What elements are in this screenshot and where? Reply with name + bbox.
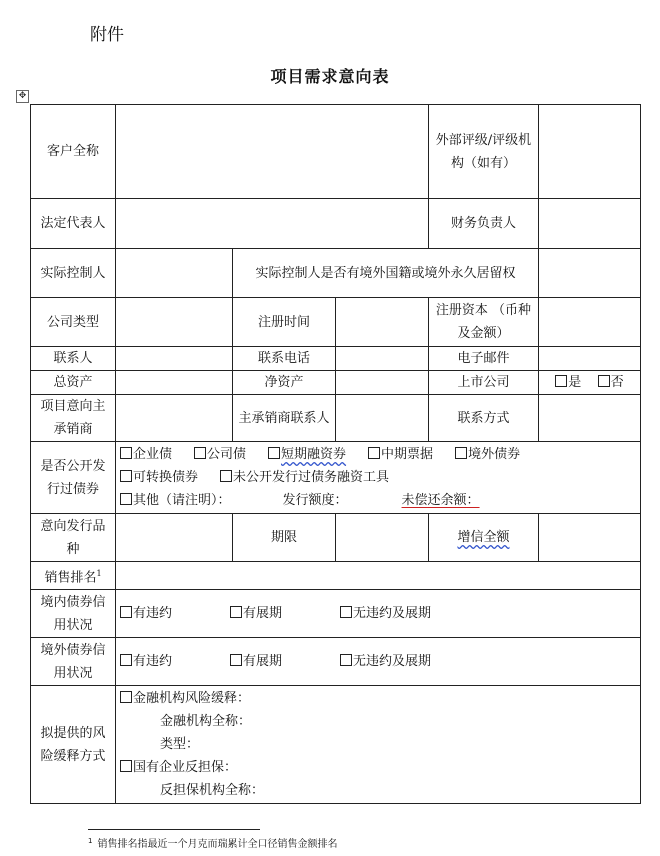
checkbox-private-instrument[interactable] xyxy=(220,470,232,482)
checkbox-domestic-default[interactable] xyxy=(120,606,132,618)
label-credit-enhancement xyxy=(429,514,539,562)
fin-inst-type-label: 类型： xyxy=(160,737,200,753)
checkbox-soe-guarantee[interactable] xyxy=(120,760,132,772)
counter-guarantor-label: 反担保机构全称： xyxy=(160,783,265,799)
field-actual-controller[interactable] xyxy=(116,249,233,298)
field-domestic-credit xyxy=(116,590,641,638)
checkbox-overseas-none[interactable] xyxy=(340,654,352,666)
field-overseas-credit xyxy=(116,638,641,686)
checkbox-overseas-bond[interactable] xyxy=(455,447,467,459)
checkbox-enterprise-bond[interactable] xyxy=(120,447,132,459)
label-listed: 上市公司 xyxy=(429,371,539,395)
field-term[interactable] xyxy=(336,514,429,562)
field-intended-underwriter[interactable] xyxy=(116,395,233,442)
checkbox-short-term[interactable] xyxy=(268,447,280,459)
label-underwriter-contact: 主承销商联系人 xyxy=(233,395,336,442)
checkbox-overseas-extension[interactable] xyxy=(230,654,242,666)
domestic-none-label: 无违约及展期 xyxy=(353,606,432,622)
label-legal-rep: 法定代表人 xyxy=(31,199,116,249)
overseas-extension-label: 有展期 xyxy=(243,654,283,670)
short-term-label: 短期融资券 xyxy=(281,447,347,462)
label-customer-name: 客户全称 xyxy=(31,105,116,199)
field-net-assets[interactable] xyxy=(336,371,429,395)
label-reg-time: 注册时间 xyxy=(233,298,336,347)
label-actual-controller: 实际控制人 xyxy=(31,249,116,298)
label-risk-mitigation: 拟提供的风险缓释方式 xyxy=(31,686,116,804)
footnote-marker: 1 xyxy=(88,836,93,845)
credit-enhancement-text: 增信全额 xyxy=(457,530,510,545)
domestic-extension-label: 有展期 xyxy=(243,606,283,622)
footnote xyxy=(88,835,337,850)
footnote-separator xyxy=(88,829,260,830)
outstanding-label: 未偿还余额： xyxy=(401,493,480,508)
label-intended-variety: 意向发行品种 xyxy=(31,514,116,562)
label-term: 期限 xyxy=(233,514,336,562)
corporate-bond-label: 公司债 xyxy=(207,447,247,462)
attachment-label: 附件 xyxy=(90,25,124,45)
label-total-assets: 总资产 xyxy=(31,371,116,395)
label-contact: 联系人 xyxy=(31,347,116,371)
sales-rank-text: 销售排名 xyxy=(44,570,97,586)
label-sales-rank xyxy=(31,562,116,590)
checkbox-domestic-extension[interactable] xyxy=(230,606,242,618)
fin-inst-name-label: 金融机构全称： xyxy=(160,714,252,730)
form-title: 项目需求意向表 xyxy=(270,67,390,86)
field-risk-mitigation xyxy=(116,686,641,804)
field-intended-variety[interactable] xyxy=(116,514,233,562)
checkbox-listed-yes[interactable] xyxy=(555,375,567,387)
field-legal-rep[interactable] xyxy=(116,199,429,249)
field-contact[interactable] xyxy=(116,347,233,371)
checkbox-domestic-none[interactable] xyxy=(340,606,352,618)
label-finance-head: 财务负责人 xyxy=(429,199,539,249)
soe-guarantee-label: 国有企业反担保： xyxy=(133,760,238,776)
fin-inst-label: 金融机构风险缓释： xyxy=(133,691,251,707)
field-credit-enhancement[interactable] xyxy=(539,514,641,562)
label-phone: 联系电话 xyxy=(233,347,336,371)
label-controller-foreign: 实际控制人是否有境外国籍或境外永久居留权 xyxy=(233,249,539,298)
checkbox-convertible[interactable] xyxy=(120,470,132,482)
label-net-assets: 净资产 xyxy=(233,371,336,395)
label-public-issuance: 是否公开发行过债券 xyxy=(31,442,116,514)
label-company-type: 公司类型 xyxy=(31,298,116,347)
field-customer-name[interactable] xyxy=(116,105,429,199)
field-total-assets[interactable] xyxy=(116,371,233,395)
label-overseas-credit: 境外债券信用状况 xyxy=(31,638,116,686)
checkbox-overseas-default[interactable] xyxy=(120,654,132,666)
label-reg-capital: 注册资本 （币种及金额） xyxy=(429,298,539,347)
checkbox-corporate-bond[interactable] xyxy=(194,447,206,459)
issue-amount-label: 发行额度： xyxy=(282,493,348,508)
field-company-type[interactable] xyxy=(116,298,233,347)
field-public-issuance xyxy=(116,442,641,514)
label-external-rating: 外部评级/评级机构（如有） xyxy=(429,105,539,199)
mtn-label: 中期票据 xyxy=(381,447,434,462)
label-intended-underwriter: 项目意向主承销商 xyxy=(31,395,116,442)
private-instrument-label: 未公开发行过债务融资工具 xyxy=(233,470,390,485)
listed-yes-label: 是 xyxy=(568,375,582,390)
other-label: 其他（请注明）： xyxy=(133,493,231,508)
field-external-rating[interactable] xyxy=(539,105,641,199)
listed-no-label: 否 xyxy=(610,375,624,390)
project-demand-form xyxy=(30,104,641,804)
enterprise-bond-label: 企业债 xyxy=(133,447,173,462)
field-listed xyxy=(539,371,641,395)
field-phone[interactable] xyxy=(336,347,429,371)
overseas-bond-label: 境外债券 xyxy=(468,447,521,462)
field-email[interactable] xyxy=(539,347,641,371)
overseas-default-label: 有违约 xyxy=(133,654,173,670)
checkbox-fin-inst[interactable] xyxy=(120,691,132,703)
field-controller-foreign[interactable] xyxy=(539,249,641,298)
field-reg-capital[interactable] xyxy=(539,298,641,347)
field-finance-head[interactable] xyxy=(539,199,641,249)
overseas-none-label: 无违约及展期 xyxy=(353,654,432,670)
checkbox-listed-no[interactable] xyxy=(598,375,610,387)
field-reg-time[interactable] xyxy=(336,298,429,347)
field-underwriter-contact[interactable] xyxy=(336,395,429,442)
domestic-default-label: 有违约 xyxy=(133,606,173,622)
checkbox-mtn[interactable] xyxy=(368,447,380,459)
label-contact-method: 联系方式 xyxy=(429,395,539,442)
convertible-label: 可转换债券 xyxy=(133,470,199,485)
footnote-text: 销售排名指最近一个月克而瑞累计全口径销售金额排名 xyxy=(97,839,338,850)
field-sales-rank[interactable] xyxy=(116,562,641,590)
table-move-handle-icon[interactable]: ✥ xyxy=(16,90,29,103)
checkbox-other[interactable] xyxy=(120,493,132,505)
label-domestic-credit: 境内债券信用状况 xyxy=(31,590,116,638)
footnote-ref: 1 xyxy=(96,569,102,578)
label-email: 电子邮件 xyxy=(429,347,539,371)
field-contact-method[interactable] xyxy=(539,395,641,442)
